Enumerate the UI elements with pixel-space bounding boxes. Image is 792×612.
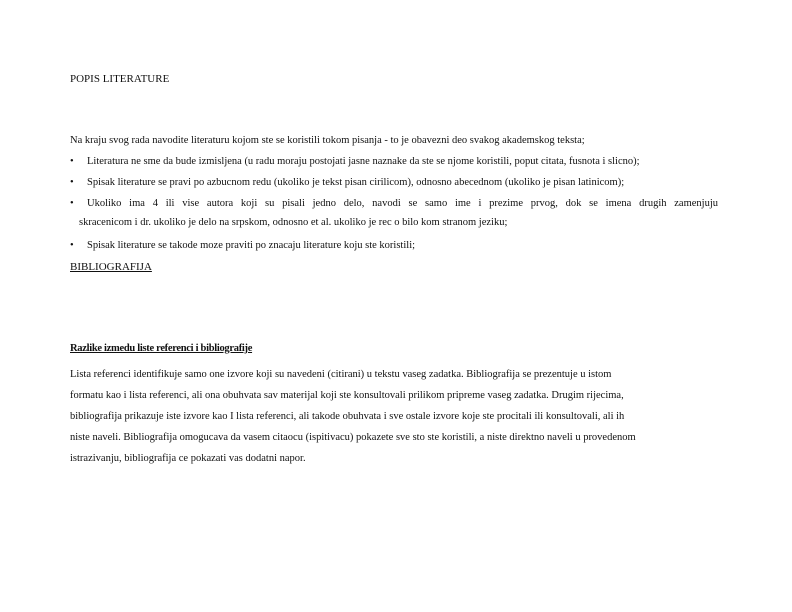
paragraph-line: Lista referenci identifikuje samo one izvore koji su navedeni (citirani) u tekstu vaseg zadatka. Bibliografija se prezentuje u istom [70, 369, 612, 380]
bullet-mark: • [70, 198, 74, 209]
bullet-item-4 [70, 240, 415, 251]
paragraph-line: bibliografija prikazuje iste izvore kao I lista referenci, ali takode obuhvata i sve ostale izvore koje ste procitali ili konsultovali, ali ih [70, 411, 625, 422]
bullet-text-4: Spisak literature se takode moze praviti po znacaju literature koju ste koristili; [87, 240, 416, 251]
bullet-text-3: Ukoliko ima 4 ili vise autora koji su pisali jedno delo, navodi se samo ime i prezime prvog, dok se imena drugih zamenjuju [87, 198, 718, 209]
paragraph-line: formatu kao i lista referenci, ali ona obuhvata sav materijal koji ste konsultovali prilikom pripreme vaseg zadatka. Drugim rijecima, [70, 390, 624, 401]
bullet-item-2 [70, 177, 624, 188]
bullet-item-1 [70, 156, 640, 167]
bullet-text-3-continuation: skracenicom i dr. ukoliko je delo na srpskom, odnosno et al. ukoliko je rec o bilo kom stranom jeziku; [79, 217, 508, 228]
bullet-mark: • [70, 240, 74, 251]
difference-heading: Razlike izmedu liste referenci i bibliografije [70, 343, 253, 354]
bullet-mark: • [70, 177, 74, 188]
bullet-text-2: Spisak literature se pravi po azbucnom redu (ukoliko je tekst pisan cirilicom), odnosno abecednom (ukoliko je pisan latinicom); [87, 177, 625, 188]
bullet-text-1: Literatura ne sme da bude izmisljena (u radu moraju postojati jasne naznake da ste se njome koristili, poput citata, fusnota i slicno); [87, 156, 640, 167]
paragraph-line: niste naveli. Bibliografija omogucava da vasem citaocu (ispitivacu) pokazete sve sto ste koristili, a niste direktno naveli u provedenom [70, 432, 636, 443]
intro-text: Na kraju svog rada navodite literaturu kojom ste se koristili tokom pisanja - to je obavezni deo svakog akademskog teksta; [70, 135, 585, 146]
bullet-mark: • [70, 156, 74, 167]
document-title: POPIS LITERATURE [70, 73, 170, 85]
paragraph-line: istrazivanju, bibliografija ce pokazati vas dodatni napor. [70, 453, 306, 464]
difference-paragraph [70, 364, 636, 469]
bibliography-heading: BIBLIOGRAFIJA [70, 261, 152, 273]
bullet-item-3 [70, 198, 718, 228]
